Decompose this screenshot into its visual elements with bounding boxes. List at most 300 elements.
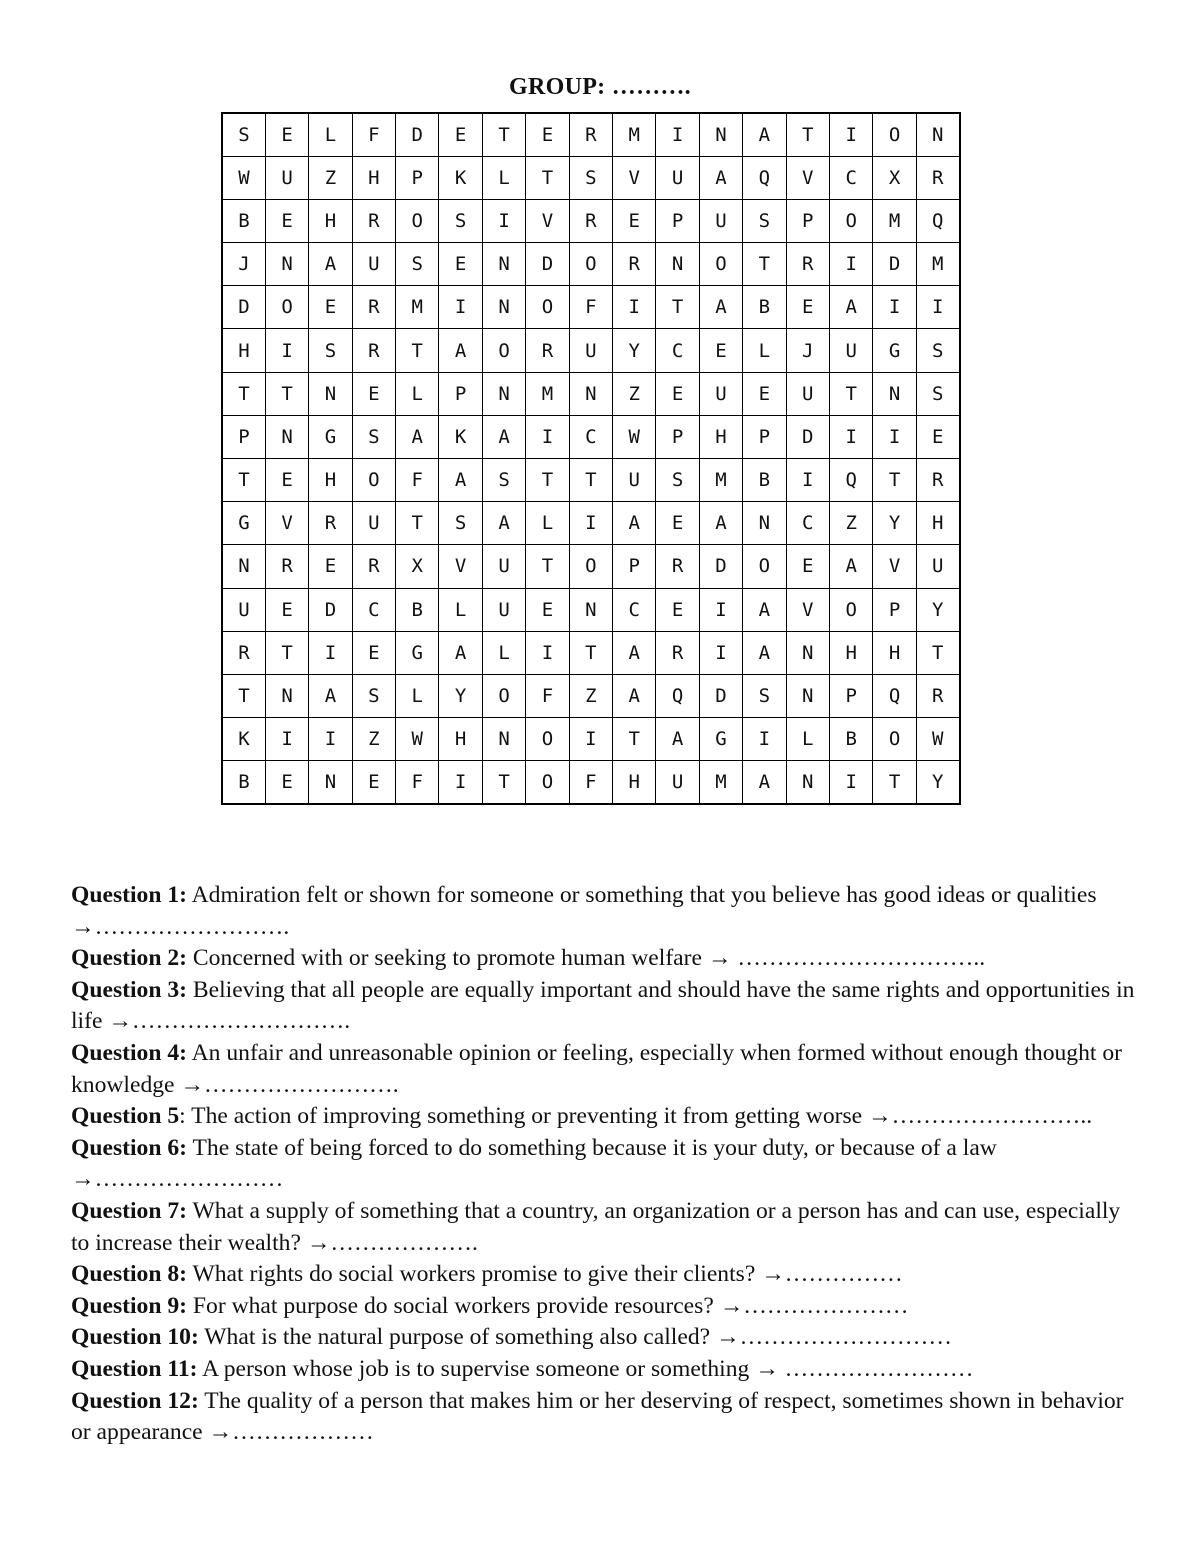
grid-cell: L: [439, 588, 482, 631]
grid-cell: A: [743, 588, 786, 631]
question-text: For what purpose do social workers provide resources? →…………………: [187, 1292, 909, 1319]
grid-cell: E: [439, 243, 482, 286]
grid-cell: Z: [613, 372, 656, 415]
grid-cell: E: [352, 372, 395, 415]
grid-cell: B: [396, 588, 439, 631]
grid-cell: P: [613, 545, 656, 588]
grid-cell: E: [439, 113, 482, 156]
grid-cell: E: [352, 761, 395, 804]
grid-cell: I: [309, 631, 352, 674]
grid-cell: P: [656, 415, 699, 458]
grid-cell: T: [222, 372, 265, 415]
grid-cell: G: [873, 329, 916, 372]
question-text: The state of being forced to do something because it is your duty, or because of a law →……………………: [71, 1134, 997, 1193]
grid-cell: R: [222, 631, 265, 674]
grid-cell: N: [656, 243, 699, 286]
grid-cell: Q: [829, 459, 872, 502]
grid-cell: D: [222, 286, 265, 329]
grid-cell: S: [309, 329, 352, 372]
grid-cell: Z: [352, 718, 395, 761]
grid-cell: V: [613, 156, 656, 199]
grid-cell: E: [309, 545, 352, 588]
grid-cell: B: [222, 761, 265, 804]
grid-cell: S: [439, 199, 482, 242]
grid-cell: E: [265, 459, 308, 502]
grid-row: [222, 631, 960, 674]
grid-cell: L: [482, 156, 525, 199]
grid-cell: V: [786, 588, 829, 631]
grid-cell: F: [352, 113, 395, 156]
grid-cell: I: [265, 718, 308, 761]
grid-cell: A: [439, 631, 482, 674]
grid-cell: L: [526, 502, 569, 545]
grid-cell: I: [439, 286, 482, 329]
question-text: What a supply of something that a country, an organization or a person has and can use, especially to increase their wealth? →……………….: [71, 1197, 1121, 1256]
grid-cell: O: [829, 199, 872, 242]
grid-cell: P: [743, 415, 786, 458]
grid-cell: O: [482, 674, 525, 717]
grid-cell: E: [526, 113, 569, 156]
grid-cell: R: [309, 502, 352, 545]
grid-cell: D: [699, 674, 742, 717]
grid-cell: O: [352, 459, 395, 502]
grid-cell: I: [743, 718, 786, 761]
grid-cell: P: [786, 199, 829, 242]
grid-cell: K: [439, 415, 482, 458]
question-label: Question 12:: [71, 1387, 199, 1414]
grid-row: [222, 372, 960, 415]
grid-cell: T: [396, 502, 439, 545]
grid-cell: M: [699, 761, 742, 804]
question-label: Question 10:: [71, 1324, 199, 1351]
question-label: Question 5: [71, 1103, 180, 1130]
grid-cell: N: [265, 415, 308, 458]
grid-cell: A: [439, 459, 482, 502]
grid-cell: O: [569, 545, 612, 588]
grid-row: [222, 459, 960, 502]
grid-cell: I: [569, 502, 612, 545]
question-text: What rights do social workers promise to give their clients? →……………: [187, 1261, 903, 1288]
grid-cell: A: [396, 415, 439, 458]
grid-row: [222, 674, 960, 717]
grid-cell: D: [309, 588, 352, 631]
grid-cell: Z: [309, 156, 352, 199]
question-label: Question 2:: [71, 945, 188, 972]
grid-cell: S: [396, 243, 439, 286]
grid-cell: R: [656, 631, 699, 674]
grid-cell: Y: [873, 502, 916, 545]
grid-cell: O: [569, 243, 612, 286]
grid-cell: S: [352, 674, 395, 717]
grid-cell: B: [829, 718, 872, 761]
grid-cell: B: [222, 199, 265, 242]
grid-cell: B: [743, 459, 786, 502]
grid-cell: P: [656, 199, 699, 242]
grid-cell: D: [786, 415, 829, 458]
grid-cell: U: [482, 545, 525, 588]
question-text: Admiration felt or shown for someone or something that you believe has good ideas or qualities →…………………….: [71, 882, 1097, 940]
grid-cell: F: [396, 459, 439, 502]
grid-cell: Z: [569, 674, 612, 717]
grid-cell: I: [439, 761, 482, 804]
grid-cell: E: [656, 502, 699, 545]
grid-cell: M: [873, 199, 916, 242]
grid-cell: S: [916, 329, 959, 372]
grid-cell: U: [699, 199, 742, 242]
question-text: The quality of a person that makes him or her deserving of respect, sometimes shown in behavior or appearance →………………: [71, 1387, 1124, 1446]
grid-cell: A: [482, 502, 525, 545]
grid-cell: I: [829, 761, 872, 804]
grid-cell: W: [916, 718, 959, 761]
grid-cell: A: [656, 718, 699, 761]
grid-cell: T: [526, 545, 569, 588]
grid-cell: R: [569, 199, 612, 242]
grid-cell: E: [309, 286, 352, 329]
grid-cell: R: [352, 329, 395, 372]
grid-cell: S: [743, 674, 786, 717]
grid-cell: T: [786, 113, 829, 156]
grid-cell: E: [613, 199, 656, 242]
grid-cell: A: [613, 631, 656, 674]
grid-cell: H: [439, 718, 482, 761]
grid-cell: I: [873, 286, 916, 329]
grid-cell: E: [786, 545, 829, 588]
grid-cell: A: [309, 243, 352, 286]
grid-cell: F: [526, 674, 569, 717]
grid-cell: O: [829, 588, 872, 631]
grid-cell: A: [699, 502, 742, 545]
grid-cell: U: [829, 329, 872, 372]
word-search-grid-container: [221, 112, 961, 805]
grid-cell: H: [309, 459, 352, 502]
grid-cell: C: [786, 502, 829, 545]
grid-cell: O: [873, 113, 916, 156]
grid-cell: H: [222, 329, 265, 372]
question-item: [71, 1322, 1141, 1354]
grid-cell: U: [656, 156, 699, 199]
grid-cell: T: [873, 761, 916, 804]
grid-cell: E: [656, 372, 699, 415]
grid-cell: E: [265, 761, 308, 804]
grid-cell: C: [829, 156, 872, 199]
grid-cell: R: [656, 545, 699, 588]
grid-row: [222, 502, 960, 545]
grid-cell: T: [222, 674, 265, 717]
grid-row: [222, 415, 960, 458]
question-item: [71, 975, 1141, 1038]
grid-cell: V: [873, 545, 916, 588]
grid-cell: O: [265, 286, 308, 329]
grid-cell: S: [352, 415, 395, 458]
grid-cell: G: [309, 415, 352, 458]
question-item: [71, 1038, 1141, 1101]
question-item: [71, 880, 1141, 943]
grid-cell: I: [265, 329, 308, 372]
grid-cell: I: [829, 243, 872, 286]
grid-cell: T: [526, 459, 569, 502]
grid-cell: I: [656, 113, 699, 156]
grid-cell: O: [482, 329, 525, 372]
grid-cell: Q: [656, 674, 699, 717]
grid-cell: N: [309, 761, 352, 804]
grid-cell: R: [265, 545, 308, 588]
grid-cell: U: [352, 243, 395, 286]
grid-cell: C: [352, 588, 395, 631]
grid-cell: S: [916, 372, 959, 415]
grid-cell: L: [482, 631, 525, 674]
grid-cell: A: [439, 329, 482, 372]
question-label: Question 6:: [71, 1134, 188, 1161]
grid-row: [222, 329, 960, 372]
question-label: Question 3:: [71, 976, 188, 1003]
grid-cell: T: [656, 286, 699, 329]
grid-cell: A: [613, 502, 656, 545]
page-title: GROUP: ……….: [509, 74, 691, 100]
grid-cell: X: [873, 156, 916, 199]
grid-cell: A: [699, 156, 742, 199]
grid-cell: B: [743, 286, 786, 329]
grid-cell: M: [396, 286, 439, 329]
grid-cell: T: [482, 761, 525, 804]
grid-cell: I: [569, 718, 612, 761]
grid-cell: R: [526, 329, 569, 372]
grid-cell: R: [569, 113, 612, 156]
grid-cell: O: [396, 199, 439, 242]
grid-cell: I: [916, 286, 959, 329]
question-list: [71, 880, 1141, 1449]
grid-cell: P: [396, 156, 439, 199]
grid-cell: H: [309, 199, 352, 242]
grid-cell: R: [786, 243, 829, 286]
grid-cell: I: [829, 113, 872, 156]
grid-cell: D: [526, 243, 569, 286]
question-label: Question 9:: [71, 1292, 188, 1319]
grid-cell: K: [439, 156, 482, 199]
question-label: Question 1:: [71, 882, 188, 908]
grid-cell: C: [613, 588, 656, 631]
grid-cell: W: [222, 156, 265, 199]
grid-cell: T: [222, 459, 265, 502]
grid-cell: U: [482, 588, 525, 631]
grid-cell: P: [222, 415, 265, 458]
grid-cell: A: [482, 415, 525, 458]
grid-cell: N: [265, 243, 308, 286]
grid-cell: M: [613, 113, 656, 156]
grid-row: [222, 286, 960, 329]
grid-row: [222, 156, 960, 199]
grid-cell: F: [569, 761, 612, 804]
grid-cell: T: [569, 631, 612, 674]
grid-row: [222, 718, 960, 761]
question-item: [71, 1386, 1141, 1449]
grid-cell: E: [265, 588, 308, 631]
grid-cell: H: [613, 761, 656, 804]
grid-cell: E: [265, 113, 308, 156]
grid-cell: P: [829, 674, 872, 717]
grid-cell: G: [396, 631, 439, 674]
grid-cell: U: [916, 545, 959, 588]
grid-cell: I: [526, 631, 569, 674]
grid-cell: V: [439, 545, 482, 588]
grid-row: [222, 761, 960, 804]
question-text: A person whose job is to supervise someone or something → ……………………: [197, 1355, 974, 1382]
grid-cell: O: [526, 718, 569, 761]
grid-cell: T: [569, 459, 612, 502]
grid-cell: H: [916, 502, 959, 545]
grid-cell: Z: [829, 502, 872, 545]
grid-cell: E: [352, 631, 395, 674]
grid-cell: M: [526, 372, 569, 415]
grid-cell: J: [222, 243, 265, 286]
grid-cell: N: [222, 545, 265, 588]
grid-cell: A: [699, 286, 742, 329]
question-label: Question 8:: [71, 1261, 188, 1288]
grid-cell: S: [482, 459, 525, 502]
grid-cell: A: [743, 761, 786, 804]
grid-cell: Y: [916, 588, 959, 631]
grid-cell: R: [916, 674, 959, 717]
grid-cell: V: [526, 199, 569, 242]
grid-row: [222, 588, 960, 631]
grid-cell: A: [613, 674, 656, 717]
grid-cell: I: [526, 415, 569, 458]
grid-cell: A: [829, 286, 872, 329]
grid-cell: X: [396, 545, 439, 588]
question-item: [71, 1259, 1141, 1291]
grid-cell: H: [699, 415, 742, 458]
grid-cell: N: [916, 113, 959, 156]
grid-cell: E: [526, 588, 569, 631]
grid-cell: T: [265, 372, 308, 415]
question-label: Question 7:: [71, 1197, 188, 1224]
grid-cell: H: [873, 631, 916, 674]
grid-cell: N: [482, 243, 525, 286]
grid-cell: G: [699, 718, 742, 761]
grid-cell: I: [482, 199, 525, 242]
grid-cell: G: [222, 502, 265, 545]
grid-cell: O: [873, 718, 916, 761]
grid-row: [222, 243, 960, 286]
grid-cell: U: [656, 761, 699, 804]
grid-row: [222, 545, 960, 588]
grid-cell: R: [613, 243, 656, 286]
question-item: [71, 1101, 1141, 1133]
grid-row: [222, 199, 960, 242]
grid-cell: V: [265, 502, 308, 545]
grid-cell: E: [265, 199, 308, 242]
grid-cell: S: [222, 113, 265, 156]
grid-cell: S: [439, 502, 482, 545]
grid-cell: P: [873, 588, 916, 631]
grid-cell: A: [829, 545, 872, 588]
grid-cell: W: [396, 718, 439, 761]
grid-cell: L: [396, 674, 439, 717]
grid-cell: Y: [916, 761, 959, 804]
grid-cell: I: [699, 631, 742, 674]
grid-cell: N: [786, 631, 829, 674]
grid-cell: T: [526, 156, 569, 199]
grid-cell: U: [699, 372, 742, 415]
grid-cell: C: [656, 329, 699, 372]
grid-cell: I: [829, 415, 872, 458]
grid-cell: E: [786, 286, 829, 329]
grid-row: [222, 113, 960, 156]
grid-cell: T: [829, 372, 872, 415]
grid-cell: E: [743, 372, 786, 415]
grid-cell: H: [352, 156, 395, 199]
grid-cell: K: [222, 718, 265, 761]
question-text: Concerned with or seeking to promote human welfare → …………………………..: [187, 945, 986, 972]
question-item: [71, 1196, 1141, 1259]
grid-cell: T: [613, 718, 656, 761]
grid-cell: T: [265, 631, 308, 674]
grid-cell: R: [352, 199, 395, 242]
grid-cell: I: [873, 415, 916, 458]
grid-cell: Q: [873, 674, 916, 717]
grid-cell: I: [309, 718, 352, 761]
grid-cell: O: [699, 243, 742, 286]
grid-cell: N: [873, 372, 916, 415]
grid-cell: N: [699, 113, 742, 156]
grid-cell: D: [873, 243, 916, 286]
grid-cell: T: [482, 113, 525, 156]
grid-cell: N: [482, 372, 525, 415]
grid-cell: N: [786, 674, 829, 717]
question-label: Question 11:: [71, 1355, 198, 1382]
grid-cell: O: [526, 761, 569, 804]
grid-cell: T: [873, 459, 916, 502]
grid-cell: U: [222, 588, 265, 631]
grid-cell: I: [613, 286, 656, 329]
grid-cell: D: [396, 113, 439, 156]
grid-cell: O: [526, 286, 569, 329]
grid-cell: F: [396, 761, 439, 804]
grid-cell: L: [786, 718, 829, 761]
question-text: Believing that all people are equally important and should have the same rights and opportunities in life →……………………….: [71, 976, 1135, 1035]
grid-cell: N: [786, 761, 829, 804]
grid-cell: S: [656, 459, 699, 502]
grid-cell: U: [352, 502, 395, 545]
grid-cell: Y: [439, 674, 482, 717]
grid-cell: N: [309, 372, 352, 415]
grid-cell: L: [743, 329, 786, 372]
question-item: [71, 943, 1141, 975]
grid-cell: U: [786, 372, 829, 415]
grid-cell: W: [613, 415, 656, 458]
grid-cell: R: [352, 286, 395, 329]
question-item: [71, 1133, 1141, 1196]
grid-cell: T: [396, 329, 439, 372]
grid-cell: Q: [743, 156, 786, 199]
grid-cell: N: [569, 588, 612, 631]
grid-cell: R: [352, 545, 395, 588]
grid-cell: C: [569, 415, 612, 458]
grid-cell: J: [786, 329, 829, 372]
grid-cell: N: [743, 502, 786, 545]
question-item: [71, 1354, 1141, 1386]
grid-cell: N: [482, 718, 525, 761]
grid-cell: T: [916, 631, 959, 674]
grid-cell: E: [656, 588, 699, 631]
grid-cell: R: [916, 156, 959, 199]
grid-cell: L: [396, 372, 439, 415]
grid-cell: P: [439, 372, 482, 415]
question-text: : The action of improving something or preventing it from getting worse →……………………..: [179, 1103, 1093, 1130]
grid-cell: V: [786, 156, 829, 199]
question-text: An unfair and unreasonable opinion or feeling, especially when formed without enough thought or knowledge →…………………….: [71, 1039, 1123, 1098]
grid-cell: M: [916, 243, 959, 286]
grid-cell: E: [916, 415, 959, 458]
